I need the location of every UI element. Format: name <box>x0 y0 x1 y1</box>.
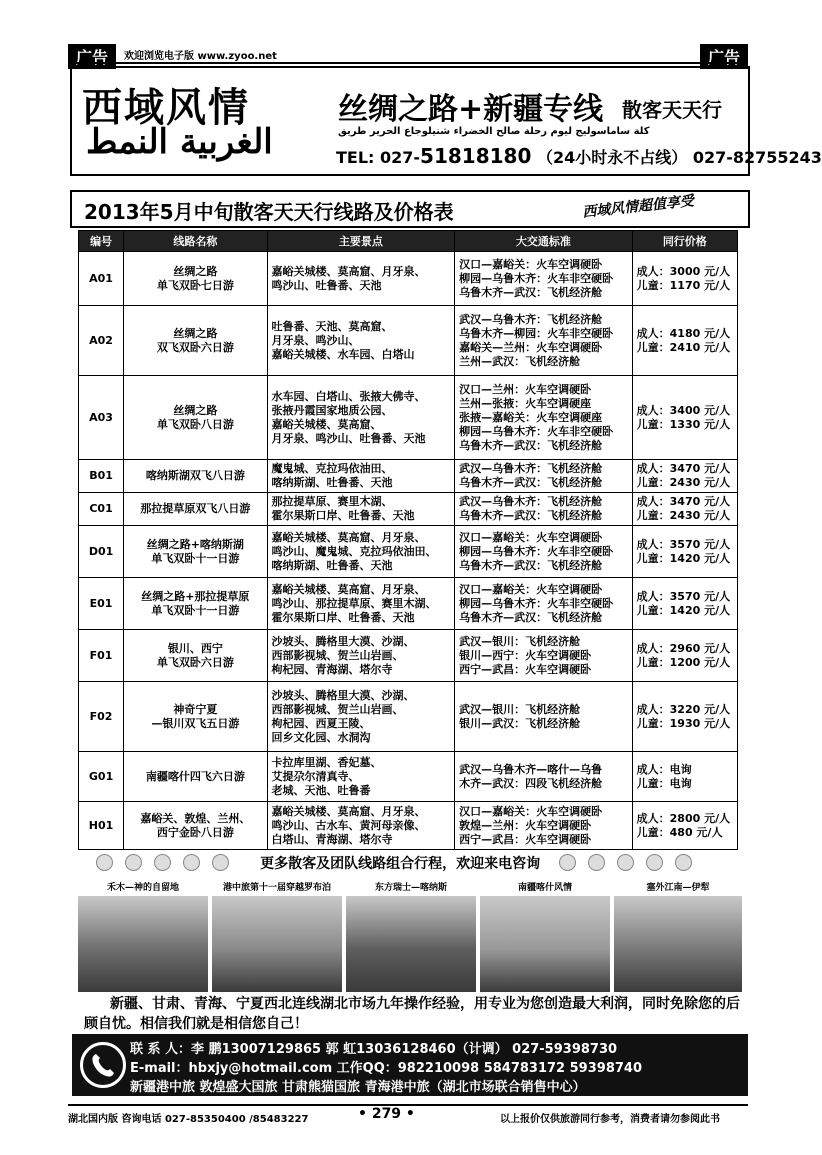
header-rule <box>68 62 748 64</box>
photo-caption: 塞外江南—伊犁 <box>646 883 710 893</box>
route-sites: 那拉提草原、赛里木湖、 霍尔果斯口岸、吐鲁番、天池 <box>267 493 455 526</box>
route-transport: 武汉—银川：飞机经济舱 银川—武汉：飞机经济舱 <box>455 682 633 752</box>
route-code: A02 <box>79 306 124 376</box>
smiley-icon <box>559 854 576 871</box>
route-code: D01 <box>79 526 124 578</box>
route-sites: 嘉峪关城楼、莫高窟、月牙泉、 鸣沙山、魔鬼城、克拉玛依油田、 喀纳斯湖、吐鲁番、天池 <box>267 526 455 578</box>
route-transport: 汉口—嘉峪关：火车空调硬卧 敦煌—兰州：火车空调硬卧 西宁—武昌：火车空调硬卧 <box>455 802 633 850</box>
route-price: 成人：3400 元/人 儿童：1330 元/人 <box>632 376 737 460</box>
table-row <box>79 578 738 630</box>
route-transport: 武汉—乌鲁木齐：飞机经济舱 乌鲁木齐—柳园：火车非空硬卧 嘉峪关—兰州：火车空调硬卧 兰州—武汉：飞机经济舱 <box>455 306 633 376</box>
headline-side: 散客天天行 <box>622 98 722 122</box>
route-name: 丝绸之路+喀纳斯湖 单飞双卧十一日游 <box>124 526 267 578</box>
route-transport: 汉口—嘉峪关：火车空调硬卧 柳园—乌鲁木齐：火车非空硬卧 乌鲁木齐—武汉：飞机经济舱 <box>455 526 633 578</box>
route-code: C01 <box>79 493 124 526</box>
route-name: 丝绸之路 单飞双卧七日游 <box>124 252 267 306</box>
tel-main: 51818180 <box>420 144 532 168</box>
headline-main: 丝绸之路+新疆专线 <box>338 92 604 127</box>
route-price: 成人：4180 元/人 儿童：2410 元/人 <box>632 306 737 376</box>
route-transport: 武汉—乌鲁木齐—喀什—乌鲁 木齐—武汉：四段飞机经济舱 <box>455 752 633 802</box>
route-price: 成人：3220 元/人 儿童：1930 元/人 <box>632 682 737 752</box>
table-row <box>79 460 738 493</box>
photo-kanas <box>346 896 476 992</box>
route-price: 成人：电询 儿童：电询 <box>632 752 737 802</box>
ad-tag-right: 广告 <box>700 44 748 69</box>
website-text: 欢迎浏览电子版 www.zyoo.net <box>124 51 277 62</box>
route-name: 丝绸之路 单飞双卧八日游 <box>124 376 267 460</box>
smiley-icon <box>212 854 229 871</box>
route-code: G01 <box>79 752 124 802</box>
ad-tag-left: 广告 <box>68 44 116 69</box>
tel-alt: 027-82755243 <box>692 148 822 167</box>
route-transport: 武汉—银川：飞机经济舱 银川—西宁：火车空调硬卧 西宁—武昌：火车空调硬卧 <box>455 630 633 682</box>
route-sites: 水车园、白塔山、张掖大佛寺、 张掖丹霞国家地质公园、 嘉峪关城楼、莫高窟、 月牙泉、鸣沙山、吐鲁番、天池 <box>267 376 455 460</box>
route-code: B01 <box>79 460 124 493</box>
table-row <box>79 526 738 578</box>
col-header-transport: 大交通标准 <box>455 231 633 252</box>
brand-name-ar: الغربية النمط <box>86 122 273 162</box>
table-row <box>79 306 738 376</box>
contact-panel <box>72 1034 748 1096</box>
table-header-row <box>79 231 738 252</box>
table-row <box>79 493 738 526</box>
more-inquiry-bar <box>96 852 720 872</box>
route-sites: 魔鬼城、克拉玛依油田、 喀纳斯湖、吐鲁番、天池 <box>267 460 455 493</box>
experience-statement: 新疆、甘肃、青海、宁夏西北连线湖北市场九年操作经验，用专业为您创造最大利润，同时免除您的后顾自忧。相信我们就是相信您自己！ <box>84 996 740 1032</box>
route-code: E01 <box>79 578 124 630</box>
tel-label: TEL: 027- <box>336 148 421 167</box>
route-code: F01 <box>79 630 124 682</box>
smiley-icon <box>125 854 142 871</box>
footer-left: 湖北国内版 咨询电话 027-85350400 /85483227 <box>68 1114 309 1125</box>
route-sites: 嘉峪关城楼、莫高窟、月牙泉、 鸣沙山、吐鲁番、天池 <box>267 252 455 306</box>
smiley-icon <box>96 854 113 871</box>
contact-email-qq: E-mail：hbxjy@hotmail.com 工作QQ：982210098 584783172 59398740 <box>130 1061 642 1076</box>
route-name: 丝绸之路+那拉提草原 单飞双卧十一日游 <box>124 578 267 630</box>
route-price: 成人：3570 元/人 儿童：1420 元/人 <box>632 526 737 578</box>
photo-caption: 港中旅第十一届穿越罗布泊 <box>222 883 331 893</box>
table-row <box>79 630 738 682</box>
phone-icon <box>80 1042 126 1088</box>
route-name: 银川、西宁 单飞双卧六日游 <box>124 630 267 682</box>
photo-kashgar <box>480 896 610 992</box>
route-transport: 汉口—嘉峪关：火车空调硬卧 柳园—乌鲁木齐：火车非空硬卧 乌鲁木齐—武汉：飞机经济舱 <box>455 252 633 306</box>
route-name: 那拉提草原双飞八日游 <box>124 493 267 526</box>
arabic-subtitle: كلة ساماسوليج ليوم رحلة صالح الخضراء شنيلوجاع الحرير طريق <box>338 126 650 137</box>
smiley-icon <box>588 854 605 871</box>
smiley-icon <box>617 854 634 871</box>
route-transport: 汉口—兰州：火车空调硬卧 兰州—张掖：火车空调硬座 张掖—嘉峪关：火车空调硬座 柳园—乌鲁木齐：火车非空硬卧 乌鲁木齐—武汉：飞机经济舱 <box>455 376 633 460</box>
photo-lop-nur <box>212 896 342 992</box>
route-code: A01 <box>79 252 124 306</box>
route-sites: 卡拉库里湖、香妃墓、 艾提尕尔清真寺、 老城、天池、吐鲁番 <box>267 752 455 802</box>
photo-hemu <box>78 896 208 992</box>
col-header-sites: 主要景点 <box>267 231 455 252</box>
route-name: 喀纳斯湖双飞八日游 <box>124 460 267 493</box>
route-name: 丝绸之路 双飞双卧六日游 <box>124 306 267 376</box>
route-price: 成人：3470 元/人 儿童：2430 元/人 <box>632 493 737 526</box>
route-code: H01 <box>79 802 124 850</box>
col-header-code: 编号 <box>79 231 124 252</box>
route-price: 成人：3470 元/人 儿童：2430 元/人 <box>632 460 737 493</box>
table-row <box>79 802 738 850</box>
col-header-name: 线路名称 <box>124 231 267 252</box>
route-price: 成人：2960 元/人 儿童：1200 元/人 <box>632 630 737 682</box>
smiley-icon <box>675 854 692 871</box>
table-row <box>79 376 738 460</box>
photo-caption: 禾木—神的自留地 <box>106 883 179 893</box>
table-row <box>79 682 738 752</box>
table-row <box>79 752 738 802</box>
smiley-icon <box>646 854 663 871</box>
route-name: 嘉峪关、敦煌、兰州、 西宁金卧八日游 <box>124 802 267 850</box>
route-name: 神奇宁夏 —银川双飞五日游 <box>124 682 267 752</box>
tel-note: （24小时永不占线） <box>536 148 688 167</box>
route-sites: 沙坡头、腾格里大漠、沙湖、 西部影视城、贺兰山岩画、 枸杞园、青海湖、塔尔寺 <box>267 630 455 682</box>
page-title: 2013年5月中旬散客天天行线路及价格表 <box>84 200 454 224</box>
page-number: • 279 • <box>358 1106 415 1122</box>
route-price: 成人：3000 元/人 儿童：1170 元/人 <box>632 252 737 306</box>
contact-partners: 新疆港中旅 敦煌盛大国旅 甘肃熊猫国旅 青海港中旅（湖北市场联合销售中心） <box>130 1080 586 1095</box>
route-price: 成人：2800 元/人 儿童：480 元/人 <box>632 802 737 850</box>
more-inquiry-text: 更多散客及团队线路组合行程，欢迎来电咨询 <box>260 855 541 872</box>
route-sites: 沙坡头、腾格里大漠、沙湖、 西部影视城、贺兰山岩画、 枸杞园、西夏王陵、 回乡文化园、水洞沟 <box>267 682 455 752</box>
col-header-price: 同行价格 <box>632 231 737 252</box>
route-sites: 嘉峪关城楼、莫高窟、月牙泉、 鸣沙山、古水车、黄河母亲像、 白塔山、青海湖、塔尔寺 <box>267 802 455 850</box>
photo-yili <box>614 896 742 992</box>
route-price: 成人：3570 元/人 儿童：1420 元/人 <box>632 578 737 630</box>
slogan: 西域风情超值享受 <box>581 193 695 221</box>
footer-right: 以上报价仅供旅游同行参考，消费者请勿参阅此书 <box>500 1114 720 1125</box>
contact-persons: 联 系 人：李 鹏13007129865 郭 虹13036128460（计调） 027-59398730 <box>130 1042 618 1057</box>
table-row <box>79 252 738 306</box>
photo-caption: 南疆喀什风情 <box>517 883 572 893</box>
photo-caption: 东方瑞士—喀纳斯 <box>374 883 447 893</box>
telephone-line <box>336 144 822 168</box>
smiley-icon <box>183 854 200 871</box>
route-transport: 武汉—乌鲁木齐：飞机经济舱 乌鲁木齐—武汉：飞机经济舱 <box>455 493 633 526</box>
route-sites: 吐鲁番、天池、莫高窟、 月牙泉、鸣沙山、 嘉峪关城楼、水车园、白塔山 <box>267 306 455 376</box>
photo-strip <box>78 880 742 992</box>
route-code: A03 <box>79 376 124 460</box>
smiley-icon <box>154 854 171 871</box>
route-transport: 汉口—嘉峪关：火车空调硬卧 柳园—乌鲁木齐：火车非空硬卧 乌鲁木齐—武汉：飞机经济舱 <box>455 578 633 630</box>
routes-table <box>78 230 738 850</box>
route-code: F02 <box>79 682 124 752</box>
route-transport: 武汉—乌鲁木齐：飞机经济舱 乌鲁木齐—武汉：飞机经济舱 <box>455 460 633 493</box>
route-name: 南疆喀什四飞六日游 <box>124 752 267 802</box>
brand-name-cn: 西域风情 <box>82 84 250 131</box>
route-sites: 嘉峪关城楼、莫高窟、月牙泉、 鸣沙山、那拉提草原、赛里木湖、 霍尔果斯口岸、吐鲁番、天池 <box>267 578 455 630</box>
